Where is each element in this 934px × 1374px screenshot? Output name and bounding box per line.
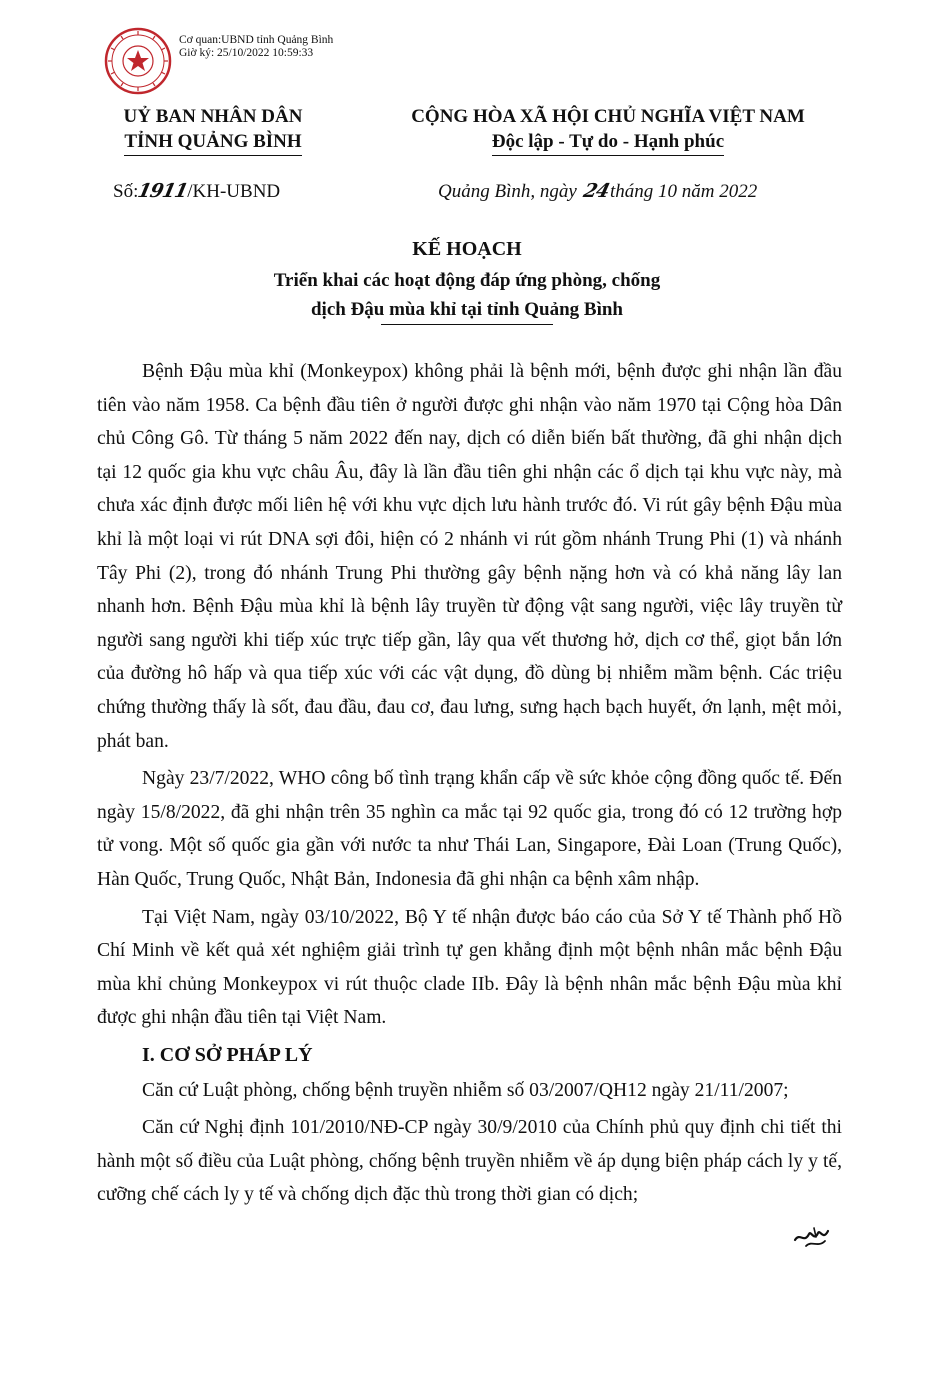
document-subtitle xyxy=(100,266,834,324)
section-heading-legal-basis: I. CƠ SỞ PHÁP LÝ xyxy=(142,1043,313,1066)
national-motto xyxy=(378,104,838,156)
signature-time: Giờ ký: 25/10/2022 10:59:33 xyxy=(179,47,314,59)
doc-number-handwritten: 1911 xyxy=(136,180,190,202)
paragraph-legal-1: Căn cứ Luật phòng, chống bệnh truyền nhiễm số 03/2007/QH12 ngày 21/11/2007; xyxy=(142,1080,789,1102)
subtitle-line1: Triển khai các hoạt động đáp ứng phòng, chống xyxy=(273,270,661,291)
org-line1: UỶ BAN NHÂN DÂN xyxy=(123,106,303,127)
document-number xyxy=(113,180,280,203)
paragraph-intro: Bệnh Đậu mùa khỉ (Monkeypox) không phải là bệnh mới, bệnh được ghi nhận lần đầu tiên vào năm 1958. Ca bệnh đầu tiên ở người được ghi nhận vào năm 1970 tại Cộng hòa Dân chủ Công Gô. Từ tháng 5 năm 2022 đến nay, dịch có diễn biến bất thường, đã ghi nhận dịch tại 12 quốc gia khu vực châu Âu, đây là lần đầu tiên ghi nhận các ổ dịch tại khu vực này, mà chưa xác định được mối liên hệ với khu vực dịch lưu hành trước đó. Vi rút gây bệnh Đậu mùa khỉ là một loại vi rút DNA sợi đôi, hiện có 2 nhánh vi rút gồm nhánh Trung Phi (1) và nhánh Tây Phi (2), trong đó nhánh Trung Phi thường gây bệnh nặng hơn và có khả năng lây lan nhanh hơn. Bệnh Đậu mùa khỉ là bệnh lây truyền từ động vật sang người, việc lây truyền từ người sang người khi tiếp xúc trực tiếp gần, lây qua vết thương hở, dịch cơ thể, giọt bắn lớn của đường hô hấp và qua tiếp xúc với các vật dụng, đồ dùng bị nhiễm mầm bệnh. Các triệu chứng thường thấy là sốt, đau đầu, đau cơ, đau lưng, sưng hạch bạch huyết, ớn lạnh, mệt mỏi, phát ban. xyxy=(97,361,842,752)
org-line2: TỈNH QUẢNG BÌNH xyxy=(124,129,301,156)
doc-number-prefix: Số: xyxy=(113,181,139,202)
paragraph-legal-2: Căn cứ Nghị định 101/2010/NĐ-CP ngày 30/9/2010 của Chính phủ quy định chi tiết thi hành một số điều của Luật phòng, chống bệnh truyền nhiễm về áp dụng biện pháp cách ly y tế, cưỡng chế cách ly y tế và chống dịch đặc thù trong thời gian có dịch; xyxy=(97,1117,842,1206)
paragraph-who: Ngày 23/7/2022, WHO công bố tình trạng khẩn cấp về sức khỏe cộng đồng quốc tế. Đến ngày 15/8/2022, đã ghi nhận trên 35 nghìn ca mắc tại 92 quốc gia, trong đó có 12 trường hợp tử vong. Một số quốc gia gần với nước ta như Thái Lan, Singapore, Đài Loan (Trung Quốc), Hàn Quốc, Trung Quốc, Nhật Bản, Indonesia đã ghi nhận ca bệnh xâm nhập. xyxy=(97,768,842,890)
document-date xyxy=(438,180,757,203)
doc-number-suffix: /KH-UBND xyxy=(187,181,281,202)
signature-agency: Cơ quan:UBND tỉnh Quảng Bình xyxy=(179,34,334,46)
date-suffix: tháng 10 năm 2022 xyxy=(610,181,758,202)
signature-info xyxy=(179,34,333,60)
subtitle-line2-wrap xyxy=(311,295,623,324)
paragraph-vietnam: Tại Việt Nam, ngày 03/10/2022, Bộ Y tế nhận được báo cáo của Sở Y tế Thành phố Hồ Chí Minh về kết quả xét nghiệm giải trình tự gen khẳng định một bệnh nhân mắc bệnh Đậu mùa khỉ chủng Monkeypox vi rút thuộc clade IIb. Đây là bệnh nhân mắc bệnh Đậu mùa khỉ được ghi nhận đầu tiên tại Việt Nam. xyxy=(97,906,842,1029)
document-title: KẾ HOẠCH xyxy=(412,238,522,260)
nation-line2: Độc lập - Tự do - Hạnh phúc xyxy=(492,129,724,156)
document-body xyxy=(97,355,842,1216)
subtitle-underline xyxy=(381,324,553,326)
digital-signature-block xyxy=(103,26,423,106)
handwritten-initials-icon xyxy=(792,1222,832,1252)
nation-line1: CỘNG HÒA XÃ HỘI CHỦ NGHĨA VIỆT NAM xyxy=(411,106,805,127)
date-day-handwritten: 24 xyxy=(580,180,611,202)
date-prefix: Quảng Bình, ngày xyxy=(438,181,577,202)
issuing-organization xyxy=(108,104,318,156)
red-seal-icon xyxy=(103,26,173,96)
subtitle-line2: dịch Đậu mùa khỉ tại tỉnh Quảng Bình xyxy=(310,299,624,320)
